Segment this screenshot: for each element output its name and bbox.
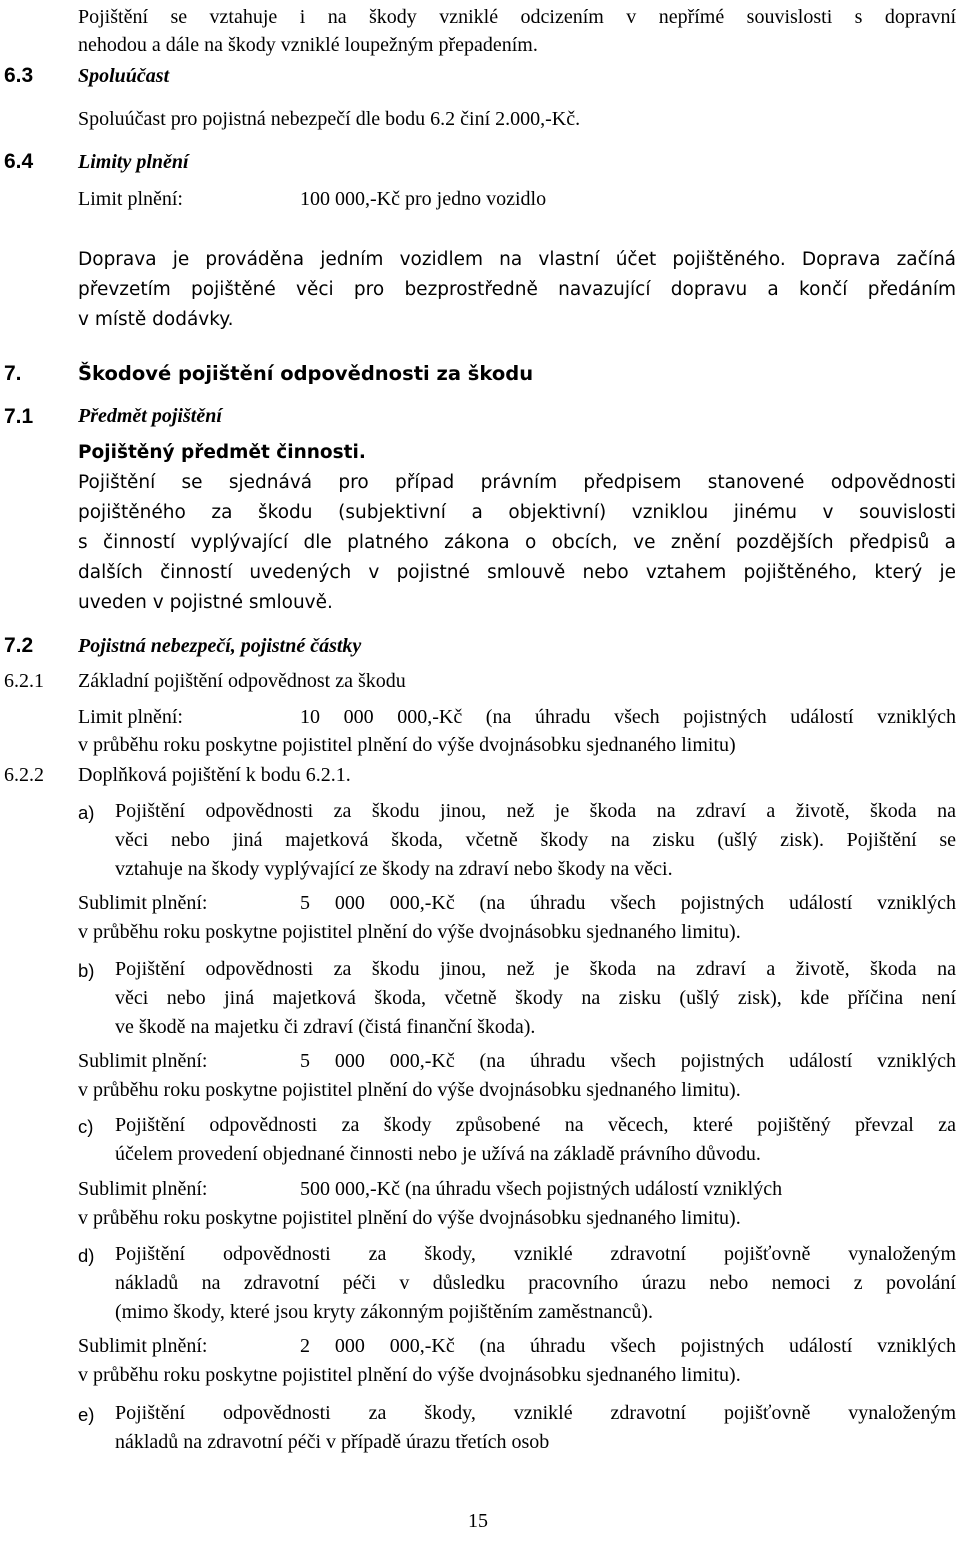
- item-b-line-2: věci nebo jiná majetková škoda, včetně škody na zisku (ušlý zisk), kde příčina není: [115, 987, 956, 1009]
- item-d-sublimit-label: Sublimit plnění:: [78, 1335, 208, 1357]
- item-e-marker: e): [78, 1404, 95, 1425]
- item-d-marker: d): [78, 1245, 95, 1266]
- item-b-line-1: Pojištění odpovědnosti za škodu jinou, než je škoda na zdraví a životě, škoda na: [115, 958, 956, 980]
- item-a-sublimit-label: Sublimit plnění:: [78, 892, 208, 914]
- basic-limit-continuation: v průběhu roku poskytne pojistitel plnění do výše dvojnásobku sjednaného limitu): [78, 734, 736, 756]
- item-c-sublimit-label: Sublimit plnění:: [78, 1178, 208, 1200]
- item-d-line-2: nákladů na zdravotní péči v důsledku pracovního úrazu nebo nemoci z povolání: [115, 1272, 956, 1294]
- transport-paragraph-line-3: v místě dodávky.: [78, 309, 234, 330]
- limit-value: 100 000,-Kč pro jedno vozidlo: [300, 188, 547, 210]
- item-a-marker: a): [78, 802, 95, 823]
- basic-limit-label: Limit plnění:: [78, 706, 183, 728]
- intro-line-2: nehodou a dále na škody vzniklé loupežným přepadením.: [78, 34, 538, 56]
- section-7-1-subtitle: Pojištěný předmět činnosti.: [78, 442, 366, 463]
- item-d-line-3: (mimo škody, které jsou kryty zákonným pojištěním zaměstnanců).: [115, 1301, 654, 1323]
- item-c-line-1: Pojištění odpovědnosti za škody způsobené na věcech, které pojištěný převzal za: [115, 1114, 956, 1136]
- item-c-marker: c): [78, 1116, 94, 1137]
- item-b-sublimit-continuation: v průběhu roku poskytne pojistitel plnění do výše dvojnásobku sjednaného limitu).: [78, 1079, 741, 1101]
- item-a-line-2: věci nebo jiná majetková škoda, včetně škody na zisku (ušlý zisk). Pojištění se: [115, 829, 956, 851]
- section-6-2-1-title: Základní pojištění odpovědnost za škodu: [78, 670, 406, 692]
- page-number: 15: [468, 1510, 488, 1532]
- limit-label: Limit plnění:: [78, 188, 183, 210]
- section-7-2-number: 7.2: [4, 634, 34, 657]
- item-a-line-1: Pojištění odpovědnosti za škodu jinou, než je škoda na zdraví a životě, škoda na: [115, 800, 956, 822]
- transport-paragraph-line-2: převzetím pojištěné věci pro bezprostředně navazující dopravu a končí předáním: [78, 279, 956, 300]
- liability-paragraph-line-5: uveden v pojistné smlouvě.: [78, 592, 333, 613]
- section-6-2-2-number: 6.2.2: [4, 764, 44, 786]
- section-7-2-title: Pojistná nebezpečí, pojistné částky: [78, 635, 362, 657]
- section-7-title: Škodové pojištění odpovědnosti za škodu: [78, 362, 534, 385]
- item-a-sublimit-value: 5 000 000,-Kč (na úhradu všech pojistných událostí vzniklých: [300, 892, 956, 914]
- section-7-1-number: 7.1: [4, 405, 34, 428]
- item-c-line-2: účelem provedení objednané činnosti nebo je užívá na základě právního důvodu.: [115, 1143, 761, 1165]
- section-6-3-number: 6.3: [4, 64, 34, 87]
- liability-paragraph-line-1: Pojištění se sjednává pro případ právním předpisem stanovené odpovědnosti: [78, 472, 956, 493]
- basic-limit-value: 10 000 000,-Kč (na úhradu všech pojistných událostí vzniklých: [300, 706, 956, 728]
- item-b-sublimit-value: 5 000 000,-Kč (na úhradu všech pojistných událostí vzniklých: [300, 1050, 956, 1072]
- item-a-line-3: vztahuje na škody vyplývající ze škody na zdraví nebo škody na věci.: [115, 858, 673, 880]
- item-e-line-2: nákladů na zdravotní péči v případě úrazu třetích osob: [115, 1431, 550, 1453]
- item-b-marker: b): [78, 960, 95, 981]
- section-6-3-text: Spoluúčast pro pojistná nebezpečí dle bodu 6.2 činí 2.000,-Kč.: [78, 108, 581, 130]
- section-7-1-title: Předmět pojištění: [78, 405, 222, 427]
- liability-paragraph-line-4: dalších činností uvedených v pojistné smlouvě nebo vztahem pojištěného, který je: [78, 562, 956, 583]
- item-c-sublimit-value: 500 000,-Kč (na úhradu všech pojistných událostí vzniklých: [300, 1178, 783, 1200]
- item-c-sublimit-continuation: v průběhu roku poskytne pojistitel plnění do výše dvojnásobku sjednaného limitu).: [78, 1207, 741, 1229]
- liability-paragraph-line-3: s činností vyplývající dle platného zákona o obcích, ve znění pozdějších předpisů a: [78, 532, 956, 553]
- item-b-line-3: ve škodě na majetku či zdraví (čistá finanční škoda).: [115, 1016, 536, 1038]
- section-6-4-title: Limity plnění: [78, 151, 189, 173]
- item-b-sublimit-label: Sublimit plnění:: [78, 1050, 208, 1072]
- item-d-line-1: Pojištění odpovědnosti za škody, vzniklé zdravotní pojišťovně vynaloženým: [115, 1243, 956, 1265]
- section-6-4-number: 6.4: [4, 150, 34, 173]
- item-d-sublimit-value: 2 000 000,-Kč (na úhradu všech pojistných událostí vzniklých: [300, 1335, 956, 1357]
- intro-line-1: Pojištění se vztahuje i na škody vzniklé odcizením v nepřímé souvislosti s dopravní: [78, 6, 956, 28]
- section-7-number: 7.: [4, 362, 22, 385]
- section-6-2-1-number: 6.2.1: [4, 670, 44, 692]
- item-e-line-1: Pojištění odpovědnosti za škody, vzniklé zdravotní pojišťovně vynaloženým: [115, 1402, 956, 1424]
- item-a-sublimit-continuation: v průběhu roku poskytne pojistitel plnění do výše dvojnásobku sjednaného limitu).: [78, 921, 741, 943]
- transport-paragraph-line-1: Doprava je prováděna jedním vozidlem na vlastní účet pojištěného. Doprava začíná: [78, 249, 956, 270]
- item-d-sublimit-continuation: v průběhu roku poskytne pojistitel plnění do výše dvojnásobku sjednaného limitu).: [78, 1364, 741, 1386]
- section-6-2-2-title: Doplňková pojištění k bodu 6.2.1.: [78, 764, 351, 786]
- section-6-3-title: Spoluúčast: [78, 65, 170, 87]
- liability-paragraph-line-2: pojištěného za škodu (subjektivní a objektivní) vzniklou jinému v souvislosti: [78, 502, 956, 523]
